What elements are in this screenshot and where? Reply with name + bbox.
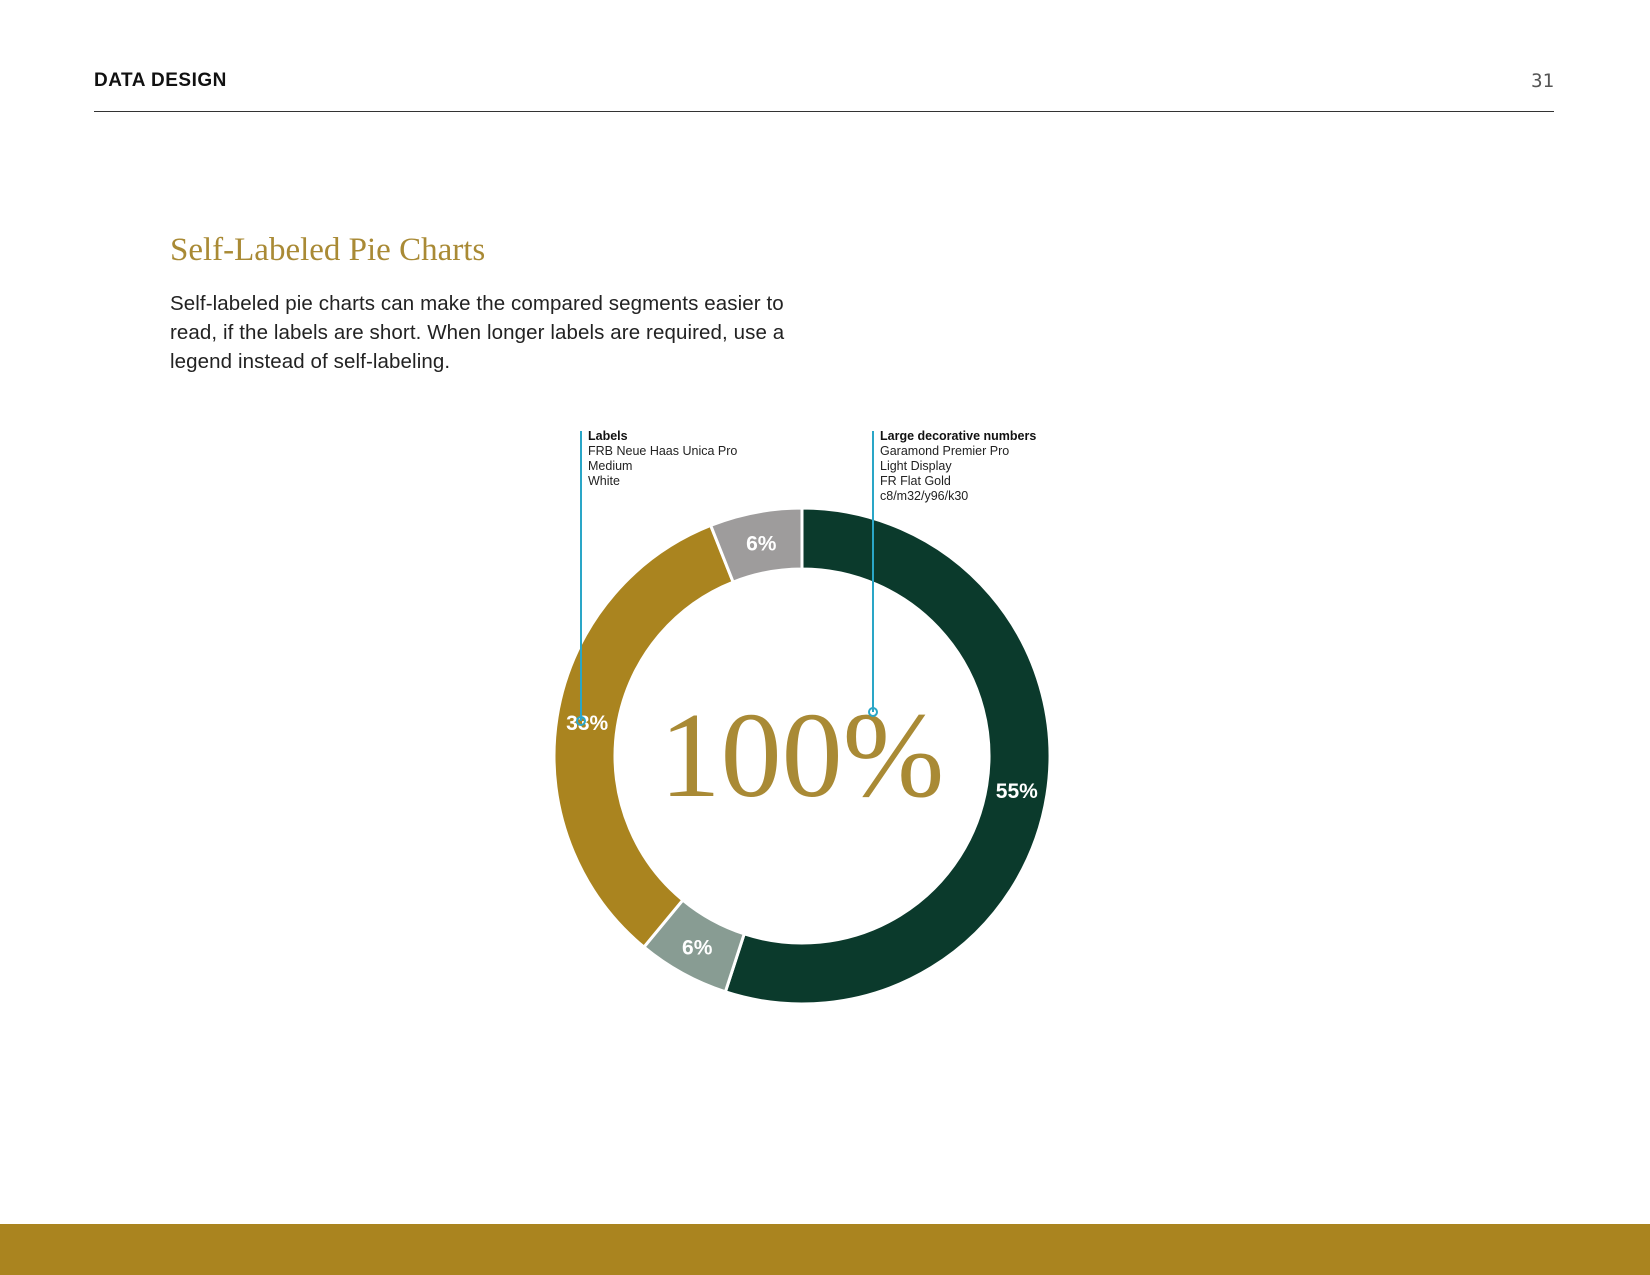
labels-annotation [588, 429, 737, 489]
numbers-annotation-line: Garamond Premier Pro [880, 444, 1010, 458]
slice-label: 55% [995, 780, 1038, 804]
page-number: 31 [1531, 70, 1554, 92]
labels-annotation-line: Medium [588, 459, 633, 473]
numbers-annotation-title: Large decorative numbers [880, 429, 1037, 443]
footer-bar [0, 1224, 1650, 1275]
numbers-annotation [880, 429, 1036, 504]
labels-annotation-line: FRB Neue Haas Unica Pro [588, 444, 738, 458]
page-heading: Self-Labeled Pie Charts [170, 232, 486, 268]
numbers-annotation-line: Light Display [880, 459, 952, 473]
numbers-annotation-line: FR Flat Gold [880, 474, 951, 488]
slice-label: 6% [746, 532, 777, 556]
center-label: 100% [659, 688, 945, 823]
labels-annotation-title: Labels [588, 429, 628, 443]
numbers-annotation-line: c8/m32/y96/k30 [880, 489, 969, 503]
labels-annotation-line: White [588, 474, 620, 488]
section-title: DATA DESIGN [94, 70, 227, 91]
intro-paragraph: Self-labeled pie charts can make the compared segments easier to read, if the labels are short. When longer labels are required, use a legend instead of self-labeling. [170, 292, 785, 373]
slice-label: 33% [566, 711, 609, 735]
slice-label: 6% [682, 936, 713, 960]
